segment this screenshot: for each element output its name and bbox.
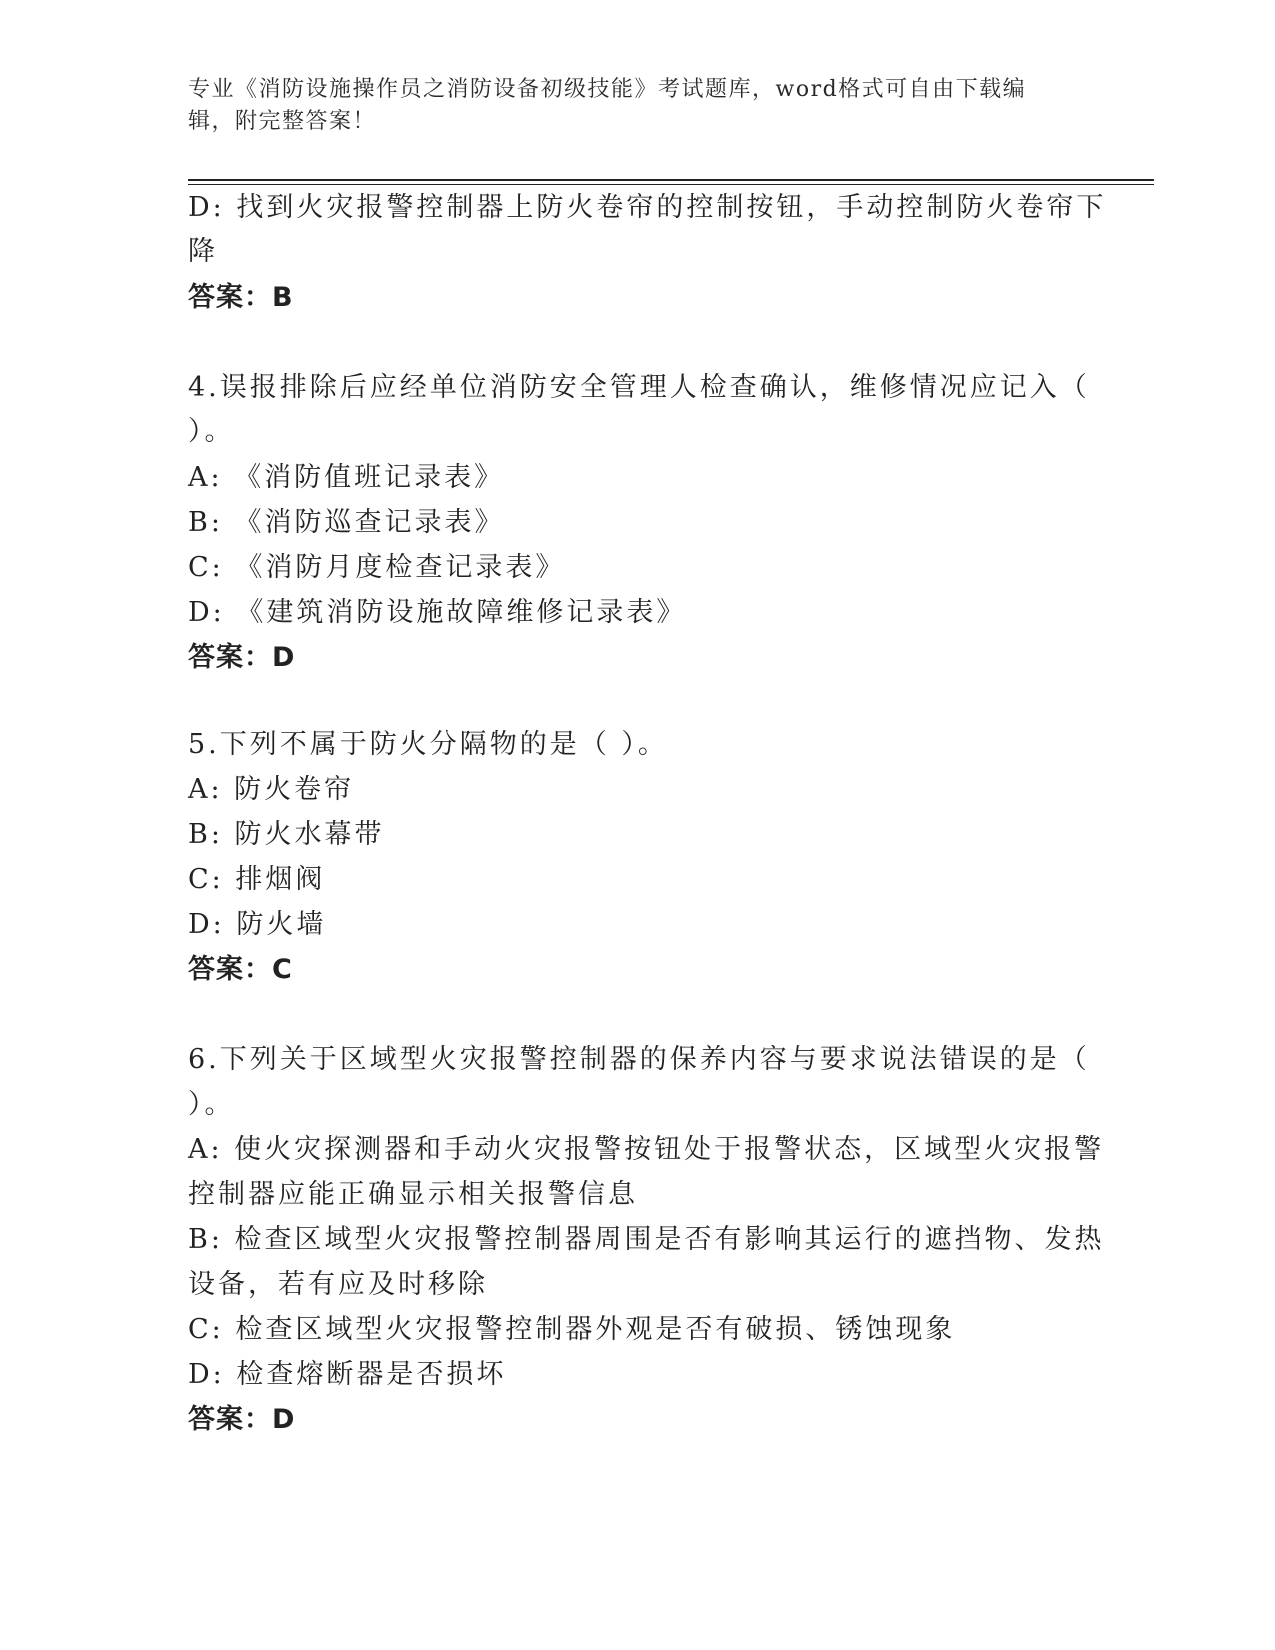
q4-option-d: D: 《建筑消防设施故障维修记录表》 [188, 597, 687, 628]
q6-option-c: C: 检查区域型火灾报警控制器外观是否有破损、锈蚀现象 [188, 1314, 956, 1345]
q6-stem-line-1: 6.下列关于区域型火灾报警控制器的保养内容与要求说法错误的是（ [188, 1044, 1090, 1075]
header-divider-thick [188, 179, 1154, 181]
q5-option-a: A: 防火卷帘 [188, 774, 355, 805]
q4-option-a: A: 《消防值班记录表》 [188, 462, 505, 493]
q6-option-a-line-2: 控制器应能正确显示相关报警信息 [188, 1179, 638, 1210]
q4-stem-line-1: 4.误报排除后应经单位消防安全管理人检查确认，维修情况应记入（ [188, 372, 1090, 403]
q5-option-d: D: 防火墙 [188, 909, 327, 940]
q5-option-b: B: 防火水幕带 [188, 819, 385, 850]
q4-option-b: B: 《消防巡查记录表》 [188, 507, 505, 538]
q6-stem-line-2: ）。 [188, 1089, 235, 1120]
q3-option-d-line-1: D: 找到火灾报警控制器上防火卷帘的控制按钮，手动控制防火卷帘下 [188, 192, 1107, 223]
q4-answer: 答案：D [188, 642, 296, 673]
document-header [188, 74, 1068, 138]
header-divider-thin [188, 184, 1154, 185]
q3-answer: 答案：B [188, 282, 294, 313]
q4-stem-line-2: ）。 [188, 416, 235, 447]
q3-option-d-line-2: 降 [188, 236, 218, 267]
q6-option-a-line-1: A: 使火灾探测器和手动火灾报警按钮处于报警状态，区域型火灾报警 [188, 1134, 1105, 1165]
header-line-1: 专业《消防设施操作员之消防设备初级技能》考试题库，word格式可自由下载编 [188, 77, 1027, 102]
q6-option-b-line-2: 设备，若有应及时移除 [188, 1269, 488, 1300]
header-line-2: 辑，附完整答案！ [188, 109, 377, 134]
q4-option-c: C: 《消防月度检查记录表》 [188, 552, 566, 583]
q5-stem: 5.下列不属于防火分隔物的是（ ）。 [188, 729, 668, 760]
q5-option-c: C: 排烟阀 [188, 864, 326, 895]
q6-option-d: D: 检查熔断器是否损坏 [188, 1359, 507, 1390]
q6-option-b-line-1: B: 检查区域型火灾报警控制器周围是否有影响其运行的遮挡物、发热 [188, 1224, 1105, 1255]
q5-answer: 答案：C [188, 954, 293, 985]
q6-answer: 答案：D [188, 1404, 296, 1435]
